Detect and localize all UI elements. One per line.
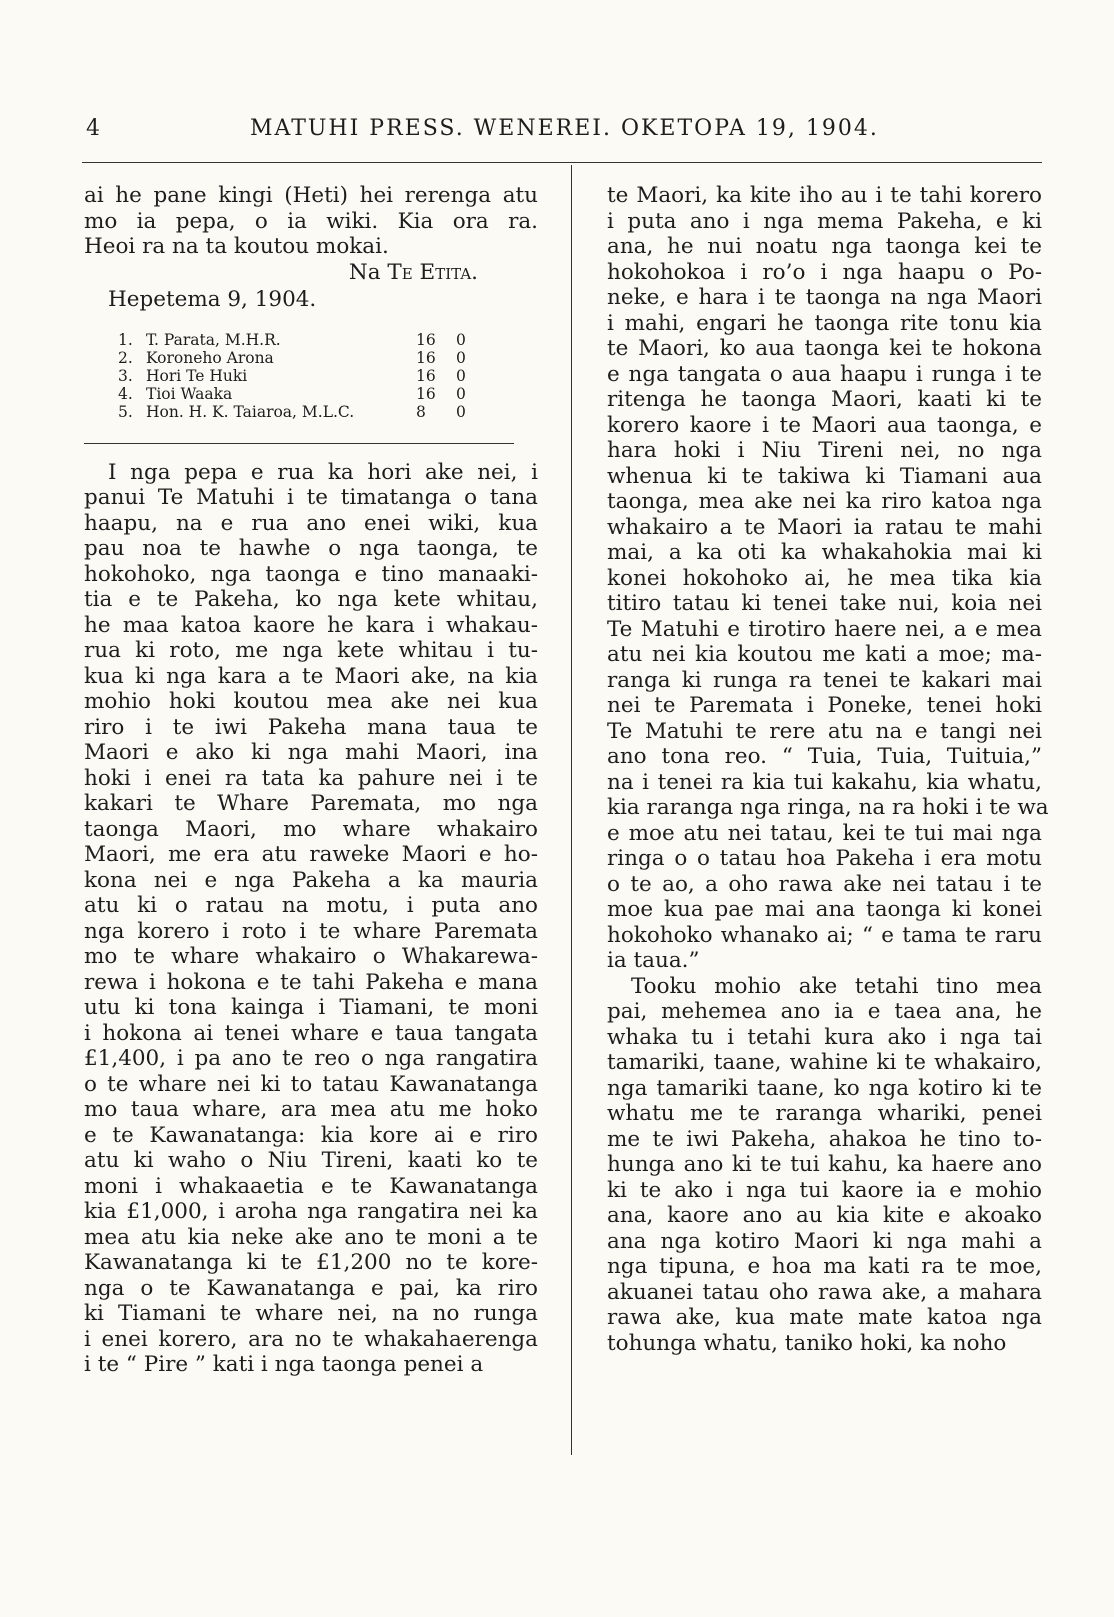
text-line: Tooku mohio ake tetahi tino mea xyxy=(631,973,1042,999)
text-line: whaka tu i tetahi kura ako i nga tai xyxy=(607,1024,1042,1050)
text-line: ia taua.” xyxy=(607,948,700,973)
text-line: taonga, mea ake nei ka riro katoa nga xyxy=(607,489,1042,514)
signature-prefix: Na xyxy=(348,259,381,285)
donation-number: 1. xyxy=(118,330,133,349)
text-line: atu ki waho o Niu Tireni, kaati ko te xyxy=(84,1148,538,1173)
text-line: ana nga kotiro Maori ki nga mahi a xyxy=(607,1228,1042,1254)
donor-name: Tioi Waaka xyxy=(146,384,233,403)
text-line: me te iwi Pakeha, ahakoa he tino to- xyxy=(607,1126,1042,1152)
text-line: tohunga whatu, taniko hoki, ka noho xyxy=(607,1330,1007,1356)
text-line: i mahi, engari he taonga rite tonu kia xyxy=(607,310,1042,336)
text-line: ano tona reo. “ Tuia, Tuia, Tuituia,” xyxy=(607,744,1042,769)
text-line: ana, kaore ano au kia kite e akoako xyxy=(607,1203,1042,1228)
text-line: korero kaore i te Maori aua taonga, e xyxy=(607,412,1042,438)
text-line: I nga pepa e rua ka hori ake nei, i xyxy=(108,459,538,485)
text-line: o te whare nei ki to tatau Kawanatanga xyxy=(84,1071,538,1097)
table-row xyxy=(118,385,480,403)
masthead-title: MATUHI PRESS. WENEREI. OKETOPA 19, 1904. xyxy=(250,116,879,141)
text-line: moe kua pae mai ana taonga ki konei xyxy=(607,897,1042,922)
text-line: hokohoko whanako ai; “ e tama te raru xyxy=(607,922,1042,948)
donation-number: 5. xyxy=(118,402,133,421)
donation-pounds: 16 xyxy=(416,348,436,367)
text-line: mo te whare whakairo o Whakarewa- xyxy=(84,944,538,969)
donor-name: Koroneho Arona xyxy=(146,348,274,367)
donation-pounds: 16 xyxy=(416,330,436,349)
text-line: pau noa te hawhe o nga taonga, te xyxy=(84,536,538,561)
text-line: o te ao, a oho rawa ake nei tatau i te xyxy=(607,871,1042,897)
text-line: hunga ano ki te tui kahu, ka haere ano xyxy=(607,1152,1042,1177)
text-line: hara hoki i Niu Tireni nei, no nga xyxy=(607,438,1042,463)
donation-shillings: 0 xyxy=(456,402,466,421)
article-paragraph xyxy=(607,183,1049,974)
donation-shillings: 0 xyxy=(456,384,466,403)
text-line: mo ia pepa, o ia wiki. Kia ora ra. xyxy=(84,208,538,234)
text-line: mo taua whare, ara mea atu me hoko xyxy=(84,1097,538,1122)
text-line: ai he pane kingi (Heti) hei rerenga atu xyxy=(84,183,538,208)
text-line: konei hokohoko ai, he mea tika kia xyxy=(607,565,1042,591)
text-line: e moe atu nei tatau, kei te tui mai nga xyxy=(607,820,1042,846)
text-line: nga o te Kawanatanga e pai, ka riro xyxy=(84,1275,538,1301)
text-line: mea atu kia neke ake ano te moni a te xyxy=(84,1224,538,1250)
text-line: Kawanatanga ki te £1,200 no te kore- xyxy=(84,1250,538,1275)
text-line: kia £1,000, i aroha nga rangatira nei ka xyxy=(84,1199,538,1224)
text-line: tia e te Pakeha, ko nga kete whitau, xyxy=(84,587,538,612)
text-line: nga korero i roto i te whare Paremata xyxy=(84,918,538,944)
text-line: kua ki nga kara a te Maori ake, na kia xyxy=(84,663,538,689)
text-line: te Maori, ko aua taonga kei te hokona xyxy=(607,336,1042,361)
donation-shillings: 0 xyxy=(456,366,466,385)
text-line: kia raranga nga ringa, na ra hoki i te wa xyxy=(607,795,1049,820)
text-line: nei te Paremata i Poneke, tenei hoki xyxy=(607,693,1042,718)
donor-name: T. Parata, M.H.R. xyxy=(146,330,281,349)
donation-shillings: 0 xyxy=(456,330,466,349)
donation-shillings: 0 xyxy=(456,348,466,367)
table-row xyxy=(118,367,480,385)
header-rule xyxy=(82,162,1042,163)
text-line: taonga Maori, mo whare whakairo xyxy=(84,816,538,842)
left-column xyxy=(84,183,538,1378)
table-row xyxy=(118,331,480,349)
donation-pounds: 16 xyxy=(416,384,436,403)
text-line: atu ki o ratau na motu, i puta ano xyxy=(84,893,538,918)
text-line: i hokona ai tenei whare e taua tangata xyxy=(84,1020,538,1046)
text-line: rewa i hokona e te tahi Pakeha e mana xyxy=(84,969,538,995)
text-line: akuanei tatau oho rawa ake, a mahara xyxy=(607,1279,1042,1305)
text-line: ki te ako i nga tui kaore ia e mohio xyxy=(607,1177,1042,1203)
text-line: na i tenei ra kia tui kakahu, kia whatu, xyxy=(607,769,1042,795)
text-line: i te “ Pire ” kati i nga taonga penei a xyxy=(84,1352,484,1377)
article-paragraph xyxy=(607,974,1042,1357)
intro-paragraph xyxy=(84,183,538,260)
right-column xyxy=(607,183,1049,1356)
text-line: te Maori, ka kite iho au i te tahi korero xyxy=(607,183,1042,208)
text-line: Te Matuhi te rere atu na e tangi nei xyxy=(607,718,1042,744)
text-line: whenua ki te takiwa ki Tiamani aua xyxy=(607,463,1042,489)
donations-table xyxy=(118,331,480,421)
text-line: nga tipuna, e hoa ma kati ra te moe, xyxy=(607,1254,1042,1279)
text-line: ritenga he taonga Maori, kaati ki te xyxy=(607,387,1042,412)
text-line: e nga tangata o aua haapu i runga i te xyxy=(607,361,1042,387)
section-rule xyxy=(84,443,514,444)
text-line: i puta ano i nga mema Pakeha, e ki xyxy=(607,208,1042,234)
text-line: pai, mehemea ano ia e taea ana, he xyxy=(607,999,1042,1024)
text-line: ranga ki runga ra tenei te kakari mai xyxy=(607,667,1042,693)
donation-number: 3. xyxy=(118,366,133,385)
text-line: i enei korero, ara no te whakahaerenga xyxy=(84,1326,538,1352)
table-row xyxy=(118,349,480,367)
text-line: Maori, me era atu raweke Maori e ho- xyxy=(84,842,538,867)
donation-pounds: 8 xyxy=(416,402,426,421)
text-line: he maa katoa kaore he kara i whakau- xyxy=(84,612,538,638)
text-line: £1,400, i pa ano te reo o nga rangatira xyxy=(84,1046,538,1071)
text-line: e te Kawanatanga: kia kore ai e riro xyxy=(84,1122,538,1148)
text-line: Heoi ra na ta koutou mokai. xyxy=(84,234,389,259)
text-line: mai, a ka oti ka whakahokia mai ki xyxy=(607,540,1042,565)
text-line: whatu me te raranga whariki, penei xyxy=(607,1101,1042,1126)
text-line: moni i whakaaetia e te Kawanatanga xyxy=(84,1173,538,1199)
column-divider xyxy=(571,165,572,1455)
text-line: neke, e hara i te taonga na nga Maori xyxy=(607,285,1042,310)
page-header xyxy=(80,110,1040,150)
donor-name: Hori Te Huki xyxy=(146,366,248,385)
donation-number: 2. xyxy=(118,348,133,367)
text-line: panui Te Matuhi i te timatanga o tana xyxy=(84,485,538,510)
text-line: Te Matuhi e tirotiro haere nei, a e mea xyxy=(607,616,1042,642)
donation-number: 4. xyxy=(118,384,133,403)
signature-name: Te Etita. xyxy=(387,259,478,285)
text-line: Maori e ako ki nga mahi Maori, ina xyxy=(84,740,538,765)
text-line: mohio hoki koutou mea ake nei kua xyxy=(84,689,538,714)
text-line: whakairo a te Maori ia ratau te mahi xyxy=(607,514,1042,540)
text-line: ringa o o tatau hoa Pakeha i era motu xyxy=(607,846,1042,871)
table-row xyxy=(118,403,480,421)
text-line: kakari te Whare Paremata, mo nga xyxy=(84,791,538,816)
donation-pounds: 16 xyxy=(416,366,436,385)
text-line: utu ki tona kainga i Tiamani, te moni xyxy=(84,995,538,1020)
text-line: ana, he nui noatu nga taonga kei te xyxy=(607,234,1042,259)
article-paragraph xyxy=(84,460,538,1378)
letter-date: Hepetema 9, 1904. xyxy=(108,287,317,312)
text-line: hokohokoa i ro’o i nga haapu o Po- xyxy=(607,259,1042,285)
page-number: 4 xyxy=(86,116,100,141)
text-line: rua ki roto, me nga kete whitau i tu- xyxy=(84,638,538,663)
text-line: hokohoko, nga taonga e tino manaaki- xyxy=(84,561,538,587)
text-line: atu nei kia koutou me kati a moe; ma- xyxy=(607,642,1042,667)
text-line: hoki i enei ra tata ka pahure nei i te xyxy=(84,765,538,791)
text-line: ki Tiamani te whare nei, na no runga xyxy=(84,1301,538,1326)
text-line: nga tamariki taane, ko nga kotiro ki te xyxy=(607,1075,1042,1101)
text-line: titiro tatau ki tenei take nui, koia nei xyxy=(607,591,1042,616)
text-line: riro i te iwi Pakeha mana taua te xyxy=(84,714,538,740)
text-line: rawa ake, kua mate mate katoa nga xyxy=(607,1305,1042,1330)
donor-name: Hon. H. K. Taiaroa, M.L.C. xyxy=(146,402,355,421)
editor-signature xyxy=(84,260,538,286)
text-line: tamariki, taane, wahine ki te whakairo, xyxy=(607,1050,1042,1075)
text-line: kona nei e nga Pakeha a ka mauria xyxy=(84,867,538,893)
text-line: haapu, na e rua ano enei wiki, kua xyxy=(84,510,538,536)
